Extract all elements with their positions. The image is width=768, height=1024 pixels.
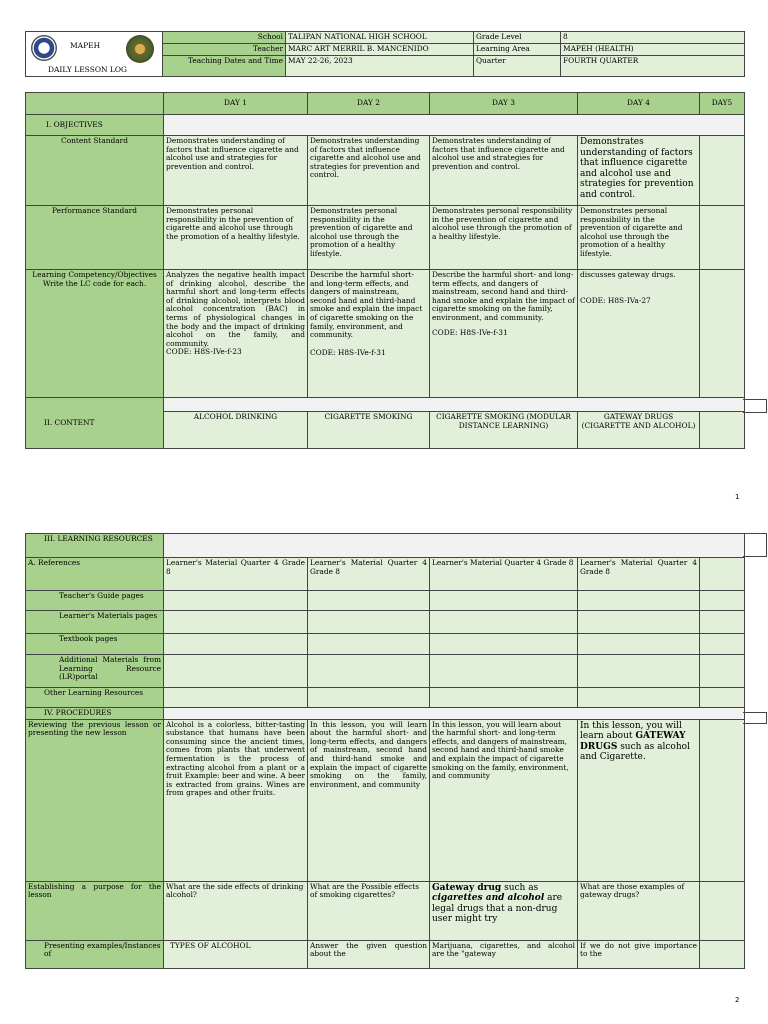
content-day5 [700, 412, 745, 449]
resources-table [25, 533, 745, 969]
presenting-day3: Marijuana, cigarettes, and alcohol are the "gateway [430, 940, 578, 968]
references-day3: Learner's Material Quarter 4 Grade 8 [430, 558, 578, 591]
procedures-span [164, 708, 745, 720]
content-standard-day1: Demonstrates understanding of factors that influence cigarette and alcohol use and strategies for prevention and control. [164, 136, 308, 206]
resources-overhang [743, 533, 767, 557]
area-value: MAPEH (HEALTH) [561, 44, 745, 56]
review-day4-post: such as alcohol and Cigarette. [580, 741, 690, 763]
competency-day2-code: CODE: H8S-IVe-f-31 [310, 347, 386, 357]
performance-standard-day3: Demonstrates personal responsibility in the prevention of cigarette and alcohol use through the promotion of a healthy lifestyle. [430, 206, 578, 270]
competency-day3-text: Describe the harmful short- and long-term effects, and dangers of mainstream, second hand and third-hand smoke and explain the impact of cigarette smoking on the family, environment, and community. [432, 270, 575, 322]
competency-day2 [308, 270, 430, 398]
quarter-value: FOURTH QUARTER [561, 56, 745, 77]
performance-standard-day1: Demonstrates personal responsibility in the prevention of cigarette and alcohol use through the promotion of a healthy lifestyle. [164, 206, 308, 270]
textbook-label: Textbook pages [26, 634, 164, 655]
competency-day5 [700, 270, 745, 398]
dates-value: MAY 22-26, 2023 [286, 56, 474, 77]
presenting-day1: TYPES OF ALCOHOL [164, 940, 308, 968]
competency-day4-code: CODE: H8S-IVa-27 [580, 295, 651, 305]
header-table [25, 31, 745, 77]
log-title: DAILY LESSON LOG [48, 65, 128, 74]
logo-cell [26, 32, 163, 77]
header-block [25, 31, 744, 76]
review-day4 [578, 719, 700, 881]
deped-seal-icon [31, 35, 57, 61]
competency-day2-text: Describe the harmful short- and long-term effects, and dangers of mainstream, second hand and third-hand smoke and explain the impact of cigarette smoking on the family, environment, and community. [310, 270, 423, 340]
purpose-day1: What are the side effects of drinking alcohol? [164, 881, 308, 940]
day4-header: DAY 4 [578, 93, 700, 115]
presenting-label: Presenting examples/Instances of [26, 940, 164, 968]
objectives-overhang [743, 399, 767, 413]
learners-materials-label: Learner's Materials pages [26, 611, 164, 634]
subject-title: MAPEH [70, 41, 101, 50]
day3-header: DAY 3 [430, 93, 578, 115]
performance-standard-day4: Demonstrates personal responsibility in the prevention of cigarette and alcohol use through the promotion of a healthy lifestyle. [578, 206, 700, 270]
resources-table-wrap [25, 533, 745, 969]
review-day2: In this lesson, you will learn about the harmful short- and long-term effects, and dangers of mainstream, second hand and third-hand smoke and explain the impact of cigarette smoking on the family, environment, and community [308, 719, 430, 881]
review-day3: In this lesson, you will learn about the harmful short- and long-term effects, and dangers of mainstream, second hand and third-hand smoke and explain the impact of cigarette smoking on the family, environment, and community [430, 719, 578, 881]
school-label: School [163, 32, 286, 44]
purpose-day2: What are the Possible effects of smoking cigarettes? [308, 881, 430, 940]
review-label: Reviewing the previous lesson or presenting the new lesson [26, 719, 164, 881]
presenting-day5 [700, 940, 745, 968]
teachers-guide-label: Teacher's Guide pages [26, 591, 164, 611]
review-day5 [700, 719, 745, 881]
area-label: Learning Area [474, 44, 561, 56]
content-day2: CIGARETTE SMOKING [308, 412, 430, 449]
corner-cell [26, 93, 164, 115]
references-day1: Learner's Material Quarter 4 Grade 8 [164, 558, 308, 591]
competency-label: Learning Competency/Objectives Write the LC code for each. [26, 270, 164, 398]
other-resources-label: Other Learning Resources [26, 688, 164, 708]
teacher-value: MARC ART MERRIL B. MANCENIDO [286, 44, 474, 56]
presenting-day4: If we do not give importance to the [578, 940, 700, 968]
resources-title: III. LEARNING RESOURCES [26, 534, 164, 558]
day2-header: DAY 2 [308, 93, 430, 115]
purpose-day3-post: are legal drugs that a non-drug user might try [432, 893, 563, 925]
performance-standard-day5 [700, 206, 745, 270]
references-day5 [700, 558, 745, 591]
content-standard-day3: Demonstrates understanding of factors that influence cigarette and alcohol use and strategies for prevention and control. [430, 136, 578, 206]
competency-day1 [164, 270, 308, 398]
presenting-day2: Answer the given question about the [308, 940, 430, 968]
purpose-day3-bold-italic: cigarettes and alcohol [432, 893, 545, 904]
quarter-label: Quarter [474, 56, 561, 77]
grade-label: Grade Level [474, 32, 561, 44]
procedures-title: IV. PROCEDURES [26, 708, 164, 720]
references-day4: Learner's Material Quarter 4 Grade 8 [578, 558, 700, 591]
competency-day4 [578, 270, 700, 398]
content-day1: ALCOHOL DRINKING [164, 412, 308, 449]
content-title: II. CONTENT [26, 398, 164, 449]
content-standard-label: Content Standard [26, 136, 164, 206]
purpose-day3 [430, 881, 578, 940]
day5-header: DAY5 [700, 93, 745, 115]
procedures-overhang [743, 712, 767, 724]
objectives-title: I. OBJECTIVES [26, 115, 164, 136]
review-day1: Alcohol is a colorless, bitter-tasting substance that humans have been consuming since the ancient times, comes from plants that underwent fermentation is the process of extracting alcohol from a plant or a fruit Example: beer and wine. A beer is extracted from grains. Wines are from grapes and other fruits. [164, 719, 308, 881]
additional-materials-label: Additional Materials from Learning Resource (LR)portal [26, 655, 164, 688]
purpose-day4: What are those examples of gateway drugs? [578, 881, 700, 940]
content-standard-day2: Demonstrates understanding of factors that influence cigarette and alcohol use and strategies for prevention and control. [308, 136, 430, 206]
content-day3: CIGARETTE SMOKING (MODULAR DISTANCE LEARNING) [430, 412, 578, 449]
purpose-label: Establishing a purpose for the lesson [26, 881, 164, 940]
competency-day1-code: CODE: H8S-IVe-f-23 [166, 347, 242, 357]
grade-value: 8 [561, 32, 745, 44]
references-label: A. References [26, 558, 164, 591]
competency-day1-text: Analyzes the negative health impact of drinking alcohol, describe the harmful short and long-term effects of drinking alcohol, interprets blood alcohol concentration (BAC) in terms of physiological changes in the body and the impact of drinking alcohol on the family, and community. [166, 270, 305, 348]
content-day4: GATEWAY DRUGS (CIGARETTE AND ALCOHOL) [578, 412, 700, 449]
purpose-day3-mid: such as [501, 882, 539, 893]
objectives-table [25, 92, 745, 449]
performance-standard-label: Performance Standard [26, 206, 164, 270]
dates-label: Teaching Dates and Time [163, 56, 286, 77]
page-number-1: 1 [735, 493, 740, 501]
content-span [164, 398, 745, 412]
school-seal-icon [126, 35, 154, 63]
page-number-2: 2 [735, 996, 740, 1004]
day1-header: DAY 1 [164, 93, 308, 115]
competency-day3-code: CODE: H8S-IVe-f-31 [432, 327, 508, 337]
objectives-table-wrap [25, 92, 745, 449]
competency-day4-text: discusses gateway drugs. [580, 270, 676, 279]
competency-day3 [430, 270, 578, 398]
content-standard-day4: Demonstrates understanding of factors that influence cigarette and alcohol use and strategies for prevention and control. [578, 136, 700, 206]
purpose-day3-bold: Gateway drug [432, 882, 502, 893]
performance-standard-day2: Demonstrates personal responsibility in the prevention of cigarette and alcohol use through the promotion of a healthy lifestyle. [308, 206, 430, 270]
review-day4-bold: GATEWAY DRUGS [580, 731, 686, 752]
purpose-day5 [700, 881, 745, 940]
objectives-span [164, 115, 745, 136]
references-day2: Learner's Material Quarter 4 Grade 8 [308, 558, 430, 591]
review-day4-pre: In this lesson, you will learn about [580, 720, 682, 742]
teacher-label: Teacher [163, 44, 286, 56]
resources-span [164, 534, 745, 558]
content-standard-day5 [700, 136, 745, 206]
school-value: TALIPAN NATIONAL HIGH SCHOOL [286, 32, 474, 44]
